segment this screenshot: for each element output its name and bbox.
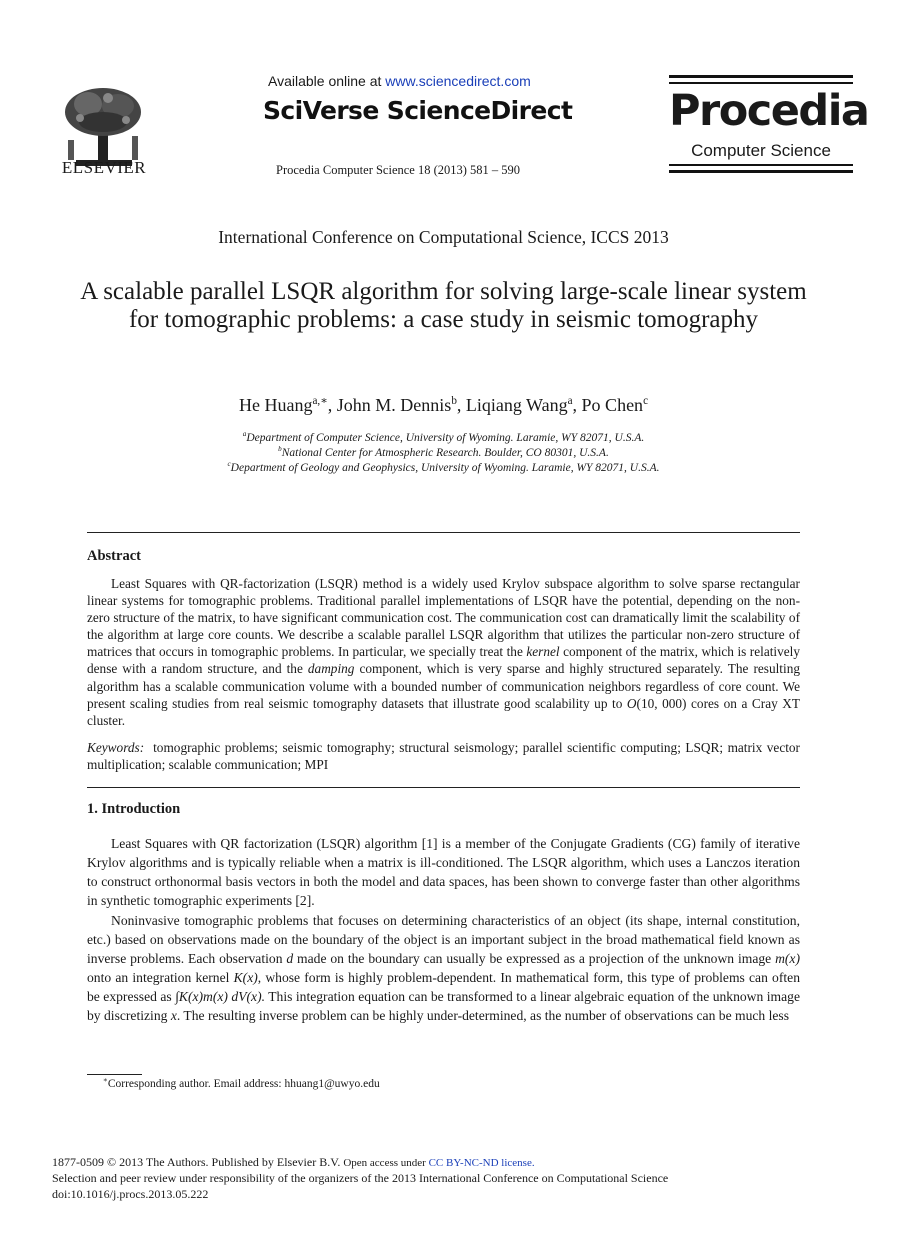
paragraph-part: This integration equation can be transformed to a linear algebraic equation of the unknown image by discretizing (87, 989, 800, 1024)
intro-paragraph: Least Squares with QR factorization (LSQR) algorithm [1] is a member of the Conjugate Gradients (CG) family of iterative Krylov algorithms and is typically reliable when a matrix is ill-conditioned. The LSQR algorithm, which uses a Lanczos iteration to construct orthonormal basis vectors in both the model and data spaces, has been shown to converge faster than other algorithms in synthetic tomographic experiments [2]. (87, 836, 800, 909)
affiliation-mark: a (242, 430, 247, 439)
author-mark: c (643, 395, 649, 407)
publisher-name: ELSEVIER (61, 158, 147, 177)
author-mark: a,∗ (312, 395, 328, 407)
author-separator: , (572, 395, 582, 415)
keywords (87, 739, 800, 773)
author-separator: , (327, 395, 337, 415)
math-argument: (10, 000) (636, 695, 687, 711)
author-name: Liqiang Wang (465, 395, 568, 415)
logo-bar (669, 164, 853, 166)
author-list (0, 395, 887, 416)
abstract-text (87, 575, 800, 729)
paragraph-part: made on the boundary can usually be expressed as a projection of the unknown image (293, 951, 776, 967)
abstract-emphasis: damping (307, 661, 355, 677)
divider (87, 787, 800, 788)
logo-bar (669, 82, 853, 84)
paragraph-part: , whose form is highly problem-dependent. In mathematical form, this type of problems can often be expressed as (87, 970, 800, 1005)
platform-name: SciVerse ScienceDirect (263, 96, 573, 125)
keywords-text: tomographic problems; seismic tomography; structural seismology; parallel scientific computing; LSQR; matrix vector multiplication; scalable communication; MPI (87, 740, 800, 773)
author-separator: , (456, 395, 466, 415)
footnote-text: Corresponding author. Email address: hhuang1@uwyo.edu (107, 1078, 380, 1090)
conference-name: International Conference on Computational Science, ICCS 2013 (218, 227, 669, 247)
paper-title: A scalable parallel LSQR algorithm for solving large-scale linear system for tomographic problems: a case study in seismic tomography (80, 278, 807, 333)
abstract-part: Least Squares with QR-factorization (LSQR) method is a widely used Krylov subspace algorithm to solve sparse rectangular linear systems for tomographic problems. Traditional parallel implementations of LSQR have the potential, depending on the non-zero structure of the matrix, to have significant communication cost. The communication cost can dramatically limit the scalability of the algorithm at large core counts. We describe a scalable parallel LSQR algorithm that utilizes the particular non-zero structure of matrices that occurs in tomographic problems. In particular, we specially treat the (87, 576, 800, 660)
affiliation-mark: b (278, 445, 282, 454)
math-symbol: O (626, 695, 637, 711)
author-name: Po Chen (581, 395, 644, 415)
journal-subtitle: Computer Science (691, 141, 831, 160)
journal-name: Procedia (669, 86, 869, 136)
author-mark: b (451, 395, 457, 407)
math-symbol: x (170, 1008, 177, 1024)
abstract-heading: Abstract (87, 548, 141, 564)
journal-citation: Procedia Computer Science 18 (2013) 581 – 590 (276, 163, 521, 177)
abstract-part: component of the matrix, which is relatively dense with a random structure, and the (87, 644, 801, 677)
author-mark: a (567, 395, 573, 407)
copyright-text: 1877-0509 © 2013 The Authors. Published by Elsevier B.V. (52, 1155, 344, 1169)
affiliation-text: Department of Computer Science, University of Wyoming. Laramie, WY 82071, U.S.A. (246, 432, 645, 444)
affiliation (0, 447, 887, 459)
math-symbol: d (286, 951, 294, 967)
section-heading: 1. Introduction (87, 801, 181, 817)
intro-paragraph (87, 911, 800, 1026)
available-online-line (268, 73, 531, 89)
math-symbol: m(x) (775, 951, 800, 967)
math-formula: ∫K(x)m(x) dV(x). (175, 989, 266, 1005)
available-prefix: Available online at (268, 73, 386, 89)
math-symbol: K(x) (233, 970, 258, 986)
paragraph-part: . The resulting inverse problem can be highly under-determined, as the number of observations can be much less (176, 1008, 790, 1024)
author-name: He Huang (238, 395, 313, 415)
affiliation-text: National Center for Atmospheric Research. Boulder, CO 80301, U.S.A. (281, 447, 609, 459)
abstract-part: component, which is very sparse and highly structured separately. The resulting algorithm has a scalable communication volume with a bounded number of communication neighbors regardless of core count. We present scaling studies from real seismic tomography datasets that illustrate good scalability up to (87, 661, 800, 711)
affiliation (0, 462, 887, 474)
license-link[interactable]: CC BY-NC-ND license. (428, 1157, 535, 1169)
open-access-text: Open access under (343, 1157, 429, 1169)
author-name: John M. Dennis (336, 395, 452, 415)
procedia-logo (669, 75, 869, 173)
footnote-mark: ∗ (103, 1076, 108, 1085)
sciencedirect-link[interactable]: www.sciencedirect.com (385, 73, 531, 89)
footnote-divider (87, 1074, 142, 1075)
peer-review-line: Selection and peer review under responsibility of the organizers of the 2013 International Conference on Computational Science (52, 1171, 669, 1185)
divider (87, 532, 800, 533)
keywords-label: Keywords: (87, 740, 145, 755)
paragraph-part: Noninvasive tomographic problems that focuses on determining characteristics of an object (its shape, internal constitution, etc.) based on observations made on the boundary of the object is an important subject in the broad mathematical field known as inverse problems. Each observation (87, 913, 800, 967)
logo-bar (669, 170, 853, 173)
abstract-emphasis: kernel (526, 644, 560, 660)
affiliation-mark: c (227, 460, 231, 469)
affiliation (0, 432, 887, 444)
paragraph-part: onto an integration kernel (87, 970, 234, 986)
logo-bar (669, 75, 853, 78)
copyright-line (52, 1155, 535, 1170)
abstract-part: cores on a Cray XT cluster. (87, 695, 801, 728)
footnote (103, 1078, 380, 1090)
affiliation-text: Department of Geology and Geophysics, University of Wyoming. Laramie, WY 82071, U.S.A. (230, 462, 660, 474)
doi-line: doi:10.1016/j.procs.2013.05.222 (52, 1187, 209, 1201)
